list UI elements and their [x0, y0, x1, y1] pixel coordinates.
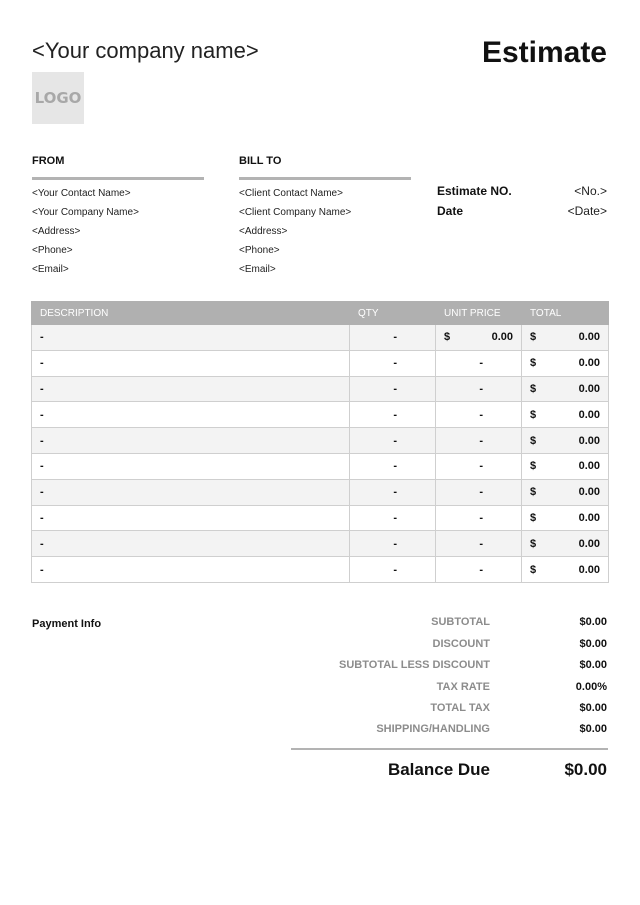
document-title: Estimate — [481, 36, 607, 69]
total-tax-label: TOTAL TAX — [430, 702, 490, 714]
currency-symbol: $ — [530, 511, 537, 524]
table-row — [32, 479, 609, 505]
date-label: Date — [437, 204, 464, 218]
table-row — [32, 325, 609, 351]
cell-qty: - — [350, 557, 436, 583]
cell-description: - — [32, 557, 350, 583]
cell-qty: - — [350, 453, 436, 479]
total-amount: 0.00 — [578, 408, 600, 421]
header-qty: QTY — [350, 302, 436, 325]
total-amount: 0.00 — [578, 382, 600, 395]
cell-total — [522, 428, 609, 454]
line-items-table — [31, 301, 609, 583]
subtotal-value: $0.00 — [579, 616, 607, 628]
logo-placeholder — [32, 72, 84, 124]
total-amount: 0.00 — [578, 460, 600, 473]
shipping-label: SHIPPING/HANDLING — [376, 723, 490, 735]
cell-description: - — [32, 350, 350, 376]
cell-total — [522, 505, 609, 531]
cell-qty: - — [350, 350, 436, 376]
balance-due-label: Balance Due — [387, 760, 490, 779]
client-phone: <Phone> — [239, 245, 280, 256]
cell-qty: - — [350, 376, 436, 402]
currency-symbol: $ — [530, 486, 537, 499]
cell-qty: - — [350, 505, 436, 531]
total-amount: 0.00 — [578, 537, 600, 550]
table-row — [32, 350, 609, 376]
cell-unit-price: - — [436, 402, 522, 428]
from-company-name: <Your Company Name> — [32, 207, 139, 218]
currency-symbol: $ — [444, 331, 451, 344]
date-value: <Date> — [567, 204, 607, 218]
tax-rate-label: TAX RATE — [436, 681, 490, 693]
cell-description: - — [32, 479, 350, 505]
table-row — [32, 428, 609, 454]
currency-symbol: $ — [530, 382, 537, 395]
estimate-no-value: <No.> — [574, 184, 607, 198]
currency-symbol: $ — [530, 357, 537, 370]
cell-description: - — [32, 428, 350, 454]
client-contact-name: <Client Contact Name> — [239, 188, 343, 199]
cell-description: - — [32, 453, 350, 479]
cell-qty: - — [350, 479, 436, 505]
payment-info-label: Payment Info — [32, 618, 102, 630]
header-total: TOTAL — [522, 302, 609, 325]
company-name: <Your company name> — [32, 38, 259, 63]
total-amount: 0.00 — [578, 357, 600, 370]
cell-total — [522, 453, 609, 479]
subtotal-less-discount-label: SUBTOTAL LESS DISCOUNT — [339, 659, 490, 671]
shipping-value: $0.00 — [579, 723, 607, 735]
cell-total — [522, 531, 609, 557]
total-amount: 0.00 — [578, 434, 600, 447]
table-row — [32, 453, 609, 479]
subtotal-label: SUBTOTAL — [431, 616, 490, 628]
cell-unit-price — [436, 325, 522, 351]
total-amount: 0.00 — [578, 511, 600, 524]
cell-total — [522, 402, 609, 428]
subtotal-less-discount-value: $0.00 — [579, 659, 607, 671]
totals-divider — [291, 748, 608, 750]
cell-unit-price: - — [436, 479, 522, 505]
unit-price-amount: 0.00 — [491, 331, 513, 344]
cell-unit-price: - — [436, 557, 522, 583]
header-description: DESCRIPTION — [32, 302, 350, 325]
balance-due-value: $0.00 — [564, 760, 607, 779]
client-address: <Address> — [239, 226, 288, 237]
currency-symbol: $ — [530, 408, 537, 421]
client-company-name: <Client Company Name> — [239, 207, 352, 218]
cell-total — [522, 479, 609, 505]
bill-to-divider — [239, 177, 411, 180]
discount-label: DISCOUNT — [432, 638, 490, 650]
cell-total — [522, 350, 609, 376]
currency-symbol: $ — [530, 460, 537, 473]
bill-to-address-block — [239, 184, 351, 279]
cell-description: - — [32, 325, 350, 351]
total-amount: 0.00 — [578, 486, 600, 499]
cell-qty: - — [350, 531, 436, 557]
cell-qty: - — [350, 402, 436, 428]
logo-text: LOGO — [34, 89, 82, 107]
currency-symbol: $ — [530, 434, 537, 447]
tax-rate-value: 0.00% — [575, 681, 607, 693]
cell-unit-price: - — [436, 428, 522, 454]
from-contact-name: <Your Contact Name> — [32, 188, 131, 199]
total-tax-value: $0.00 — [579, 702, 607, 714]
table-row — [32, 531, 609, 557]
from-divider — [32, 177, 204, 180]
table-row — [32, 376, 609, 402]
table-row — [32, 402, 609, 428]
cell-unit-price: - — [436, 350, 522, 376]
cell-description: - — [32, 505, 350, 531]
cell-unit-price: - — [436, 453, 522, 479]
currency-symbol: $ — [530, 563, 537, 576]
table-row — [32, 557, 609, 583]
discount-value: $0.00 — [579, 638, 607, 650]
header-unit-price: UNIT PRICE — [436, 302, 522, 325]
from-email: <Email> — [32, 264, 69, 275]
cell-total — [522, 325, 609, 351]
cell-unit-price: - — [436, 531, 522, 557]
cell-description: - — [32, 531, 350, 557]
from-address-block — [32, 184, 139, 279]
total-amount: 0.00 — [578, 331, 600, 344]
total-amount: 0.00 — [578, 563, 600, 576]
table-body — [32, 325, 609, 583]
cell-qty: - — [350, 325, 436, 351]
estimate-no-label: Estimate NO. — [437, 184, 512, 198]
cell-description: - — [32, 402, 350, 428]
currency-symbol: $ — [530, 537, 537, 550]
table-header-row — [32, 302, 609, 325]
table-row — [32, 505, 609, 531]
from-address: <Address> — [32, 226, 81, 237]
cell-total — [522, 557, 609, 583]
cell-qty: - — [350, 428, 436, 454]
currency-symbol: $ — [530, 331, 537, 344]
cell-description: - — [32, 376, 350, 402]
bill-to-title: BILL TO — [239, 155, 282, 167]
from-phone: <Phone> — [32, 245, 73, 256]
cell-total — [522, 376, 609, 402]
cell-unit-price: - — [436, 376, 522, 402]
client-email: <Email> — [239, 264, 276, 275]
cell-unit-price: - — [436, 505, 522, 531]
from-title: FROM — [32, 155, 65, 167]
